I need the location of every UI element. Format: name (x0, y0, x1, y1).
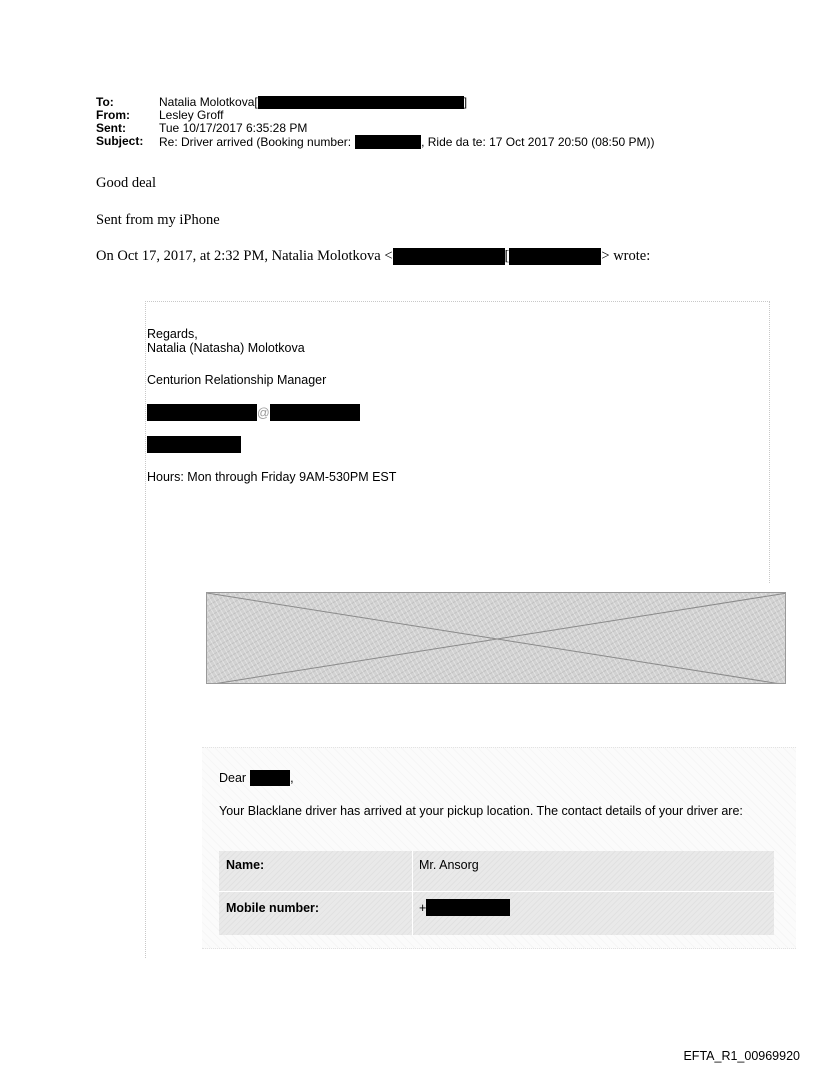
email-at-sign: @ (257, 405, 270, 420)
signature-hours: Hours: Mon through Friday 9AM-530PM EST (147, 470, 397, 484)
quote-intro-suffix: > wrote: (601, 248, 651, 264)
subject-suffix: , Ride da te: 17 Oct 2017 20:50 (08:50 PM)) (421, 134, 655, 149)
redaction-block (509, 248, 601, 265)
greeting (219, 770, 294, 786)
quote-intro-prefix: On Oct 17, 2017, at 2:32 PM, Natalia Molotkova < (96, 248, 393, 264)
signature-email (147, 404, 360, 421)
quote-border-top (145, 301, 770, 302)
reply-text: Good deal (96, 175, 156, 191)
redaction-block (147, 404, 257, 421)
sent-row (96, 122, 655, 135)
name-label: Name: (226, 858, 265, 872)
quote-border-right (769, 301, 770, 583)
from-value: Lesley Groff (159, 108, 224, 122)
quote-intro (96, 248, 650, 265)
driver-details-table (219, 851, 774, 935)
greeting-dear: Dear (219, 770, 247, 785)
email-header (96, 96, 655, 149)
quote-intro-sep: [ (504, 248, 510, 264)
signature-title: Centurion Relationship Manager (147, 373, 327, 387)
from-label: From: (96, 108, 130, 122)
redaction-block (147, 436, 241, 453)
sent-value: Tue 10/17/2017 6:35:28 PM (159, 121, 308, 135)
sent-from-iphone: Sent from my iPhone (96, 212, 220, 228)
to-close-bracket: ] (463, 95, 468, 109)
signature-phone (147, 436, 241, 453)
subject-label: Subject: (96, 134, 144, 148)
signature-regards: Regards, (147, 327, 198, 341)
table-divider (412, 851, 413, 935)
redaction-block (426, 899, 510, 916)
image-placeholder (206, 592, 786, 684)
mobile-plus: + (419, 900, 427, 915)
driver-message: Your Blacklane driver has arrived at your pickup location. The contact details of your driver are: (219, 804, 743, 818)
table-divider (219, 891, 774, 892)
quote-border-left (145, 301, 146, 958)
subject-prefix: Re: Driver arrived (Booking number: (159, 134, 352, 149)
signature-name: Natalia (Natasha) Molotkova (147, 341, 305, 355)
document-id: EFTA_R1_00969920 (683, 1049, 800, 1063)
to-value: Natalia Molotkova[ (159, 95, 258, 109)
redaction-block (270, 404, 360, 421)
broken-image-icon (207, 593, 786, 684)
subject-row (96, 135, 655, 149)
mobile-label: Mobile number: (226, 901, 320, 915)
greeting-comma: , (290, 770, 294, 785)
redaction-block (250, 770, 290, 786)
redaction-block (355, 135, 421, 149)
mobile-value (419, 899, 510, 916)
redaction-block (393, 248, 505, 265)
to-label: To: (96, 95, 114, 109)
name-value: Mr. Ansorg (419, 858, 479, 872)
sent-label: Sent: (96, 121, 126, 135)
redaction-block (258, 96, 464, 109)
